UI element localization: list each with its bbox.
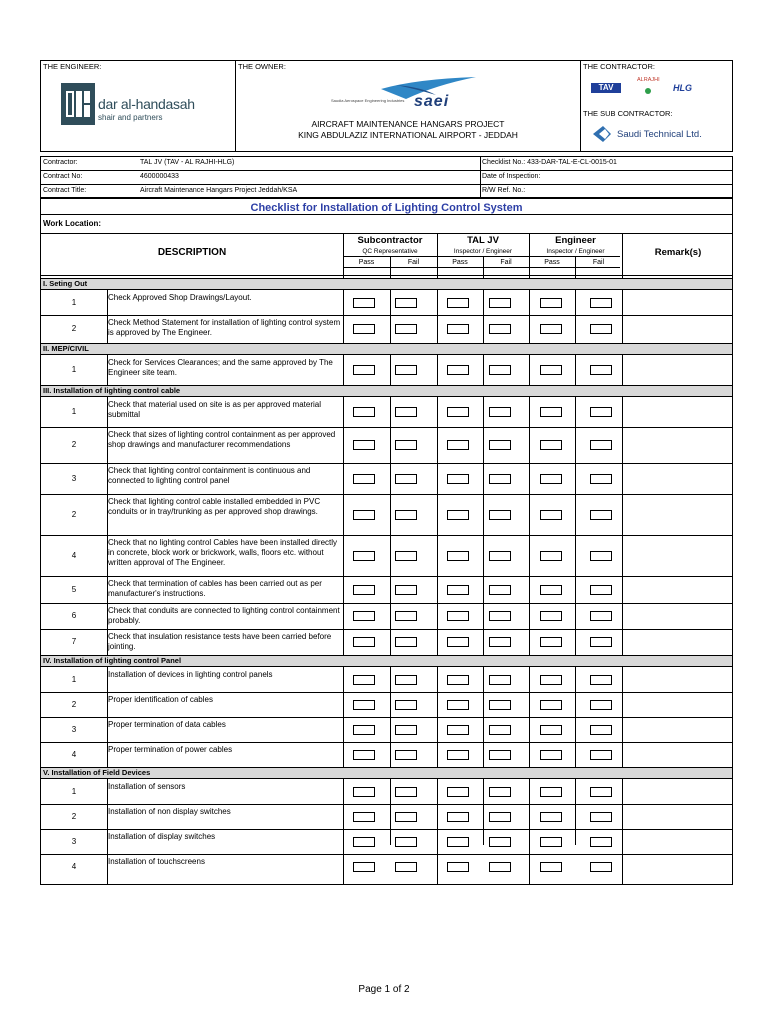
column-divider	[437, 234, 438, 884]
column-divider	[529, 234, 530, 884]
pass-checkbox[interactable]	[447, 551, 469, 561]
dar-logo-text: dar al-handasah	[98, 96, 195, 112]
col-subcontractor: Subcontractor	[357, 235, 423, 246]
pass-checkbox[interactable]	[353, 551, 375, 561]
section-header: III. Installation of lighting control cable	[41, 385, 732, 397]
fail-checkbox[interactable]	[489, 585, 511, 595]
pass-checkbox[interactable]	[540, 837, 562, 847]
pass-checkbox[interactable]	[447, 474, 469, 484]
contractor-field-value: TAL JV (TAV - AL RAJHI-HLG)	[140, 159, 235, 166]
saei-logo-text: saei	[414, 93, 450, 110]
fail-checkbox[interactable]	[395, 700, 417, 710]
row-divider	[41, 427, 732, 428]
contractor-field-label: Contractor:	[43, 159, 78, 166]
pass-checkbox[interactable]	[353, 585, 375, 595]
row-number: 2	[71, 509, 77, 519]
fail-checkbox[interactable]	[395, 365, 417, 375]
fail-checkbox[interactable]	[395, 787, 417, 797]
pass-checkbox[interactable]	[447, 365, 469, 375]
fail-checkbox[interactable]	[395, 510, 417, 520]
project-title-line1: AIRCRAFT MAINTENANCE HANGARS PROJECT	[311, 119, 505, 129]
row-number: 2	[71, 811, 77, 821]
row-description: Check Approved Shop Drawings/Layout.	[108, 293, 252, 302]
pass-checkbox[interactable]	[353, 440, 375, 450]
row-description: Proper termination of data cables	[108, 720, 226, 729]
pass-checkbox[interactable]	[540, 637, 562, 647]
info-row-contractor	[41, 157, 732, 171]
pass-checkbox[interactable]	[353, 812, 375, 822]
fail-checkbox[interactable]	[489, 837, 511, 847]
pass-checkbox[interactable]	[447, 750, 469, 760]
fail-checkbox[interactable]	[590, 585, 612, 595]
pass-checkbox[interactable]	[540, 298, 562, 308]
fail-checkbox[interactable]	[590, 324, 612, 334]
row-number: 4	[71, 861, 77, 871]
fail-checkbox[interactable]	[395, 585, 417, 595]
owner-cell	[236, 61, 581, 151]
pass-checkbox[interactable]	[447, 787, 469, 797]
row-divider	[41, 535, 732, 536]
checklist-table	[40, 233, 733, 885]
fail-checkbox[interactable]	[590, 407, 612, 417]
pass-checkbox[interactable]	[447, 812, 469, 822]
section-header: II. MEP/CIVIL	[41, 343, 732, 355]
saei-small-text: Saudia Aerospace Engineering Industries	[331, 98, 405, 103]
pass-checkbox[interactable]	[353, 837, 375, 847]
pass-checkbox[interactable]	[540, 474, 562, 484]
pass-checkbox[interactable]	[540, 611, 562, 621]
row-description: Check Method Statement for installation of lighting control system is approved by The Engineer.	[108, 318, 341, 337]
row-number: 1	[71, 674, 77, 684]
pass-checkbox[interactable]	[353, 675, 375, 685]
fail-checkbox[interactable]	[395, 750, 417, 760]
header-subdivider	[343, 267, 620, 268]
pass-checkbox[interactable]	[540, 700, 562, 710]
pass-checkbox[interactable]	[353, 365, 375, 375]
fail-checkbox[interactable]	[395, 440, 417, 450]
pass-checkbox[interactable]	[447, 324, 469, 334]
pass-checkbox[interactable]	[447, 298, 469, 308]
pass-checkbox[interactable]	[353, 324, 375, 334]
engineer-cell	[41, 61, 236, 151]
date-of-inspection: Date of Inspection:	[482, 173, 541, 180]
fail-checkbox[interactable]	[590, 551, 612, 561]
pass-checkbox[interactable]	[447, 700, 469, 710]
contract-title-value: Aircraft Maintenance Hangars Project Jeddah/KSA	[140, 187, 298, 194]
fail-checkbox[interactable]	[489, 324, 511, 334]
pass-checkbox[interactable]	[540, 750, 562, 760]
alrajhi-dot-icon	[645, 88, 651, 94]
rw-ref-number: R/W Ref. No.:	[482, 187, 526, 194]
fail-checkbox[interactable]	[395, 675, 417, 685]
col-engineer: Engineer	[555, 235, 596, 246]
contractor-label: THE CONTRACTOR:	[583, 62, 655, 71]
pass-checkbox[interactable]	[540, 787, 562, 797]
col-description: DESCRIPTION	[157, 247, 227, 258]
fail-checkbox[interactable]	[590, 725, 612, 735]
row-description: Installation of sensors	[108, 782, 186, 791]
pass-checkbox[interactable]	[447, 611, 469, 621]
fail-checkbox[interactable]	[489, 440, 511, 450]
row-number: 7	[71, 637, 77, 646]
fail-checkbox[interactable]	[395, 324, 417, 334]
fail-checkbox[interactable]	[590, 700, 612, 710]
header-block	[40, 60, 733, 152]
checklist-title: Checklist for Installation of Lighting Control System	[250, 202, 523, 214]
pass-checkbox[interactable]	[540, 365, 562, 375]
fail-checkbox[interactable]	[590, 474, 612, 484]
row-number: 1	[71, 786, 77, 796]
row-description: Installation of non display switches	[108, 807, 231, 816]
fail-checkbox[interactable]	[395, 812, 417, 822]
header-bottom-line	[41, 275, 732, 276]
row-description: Check for Services Clearances; and the same approved by The Engineer site team.	[108, 358, 333, 377]
pass-checkbox[interactable]	[353, 298, 375, 308]
fail-checkbox[interactable]	[590, 812, 612, 822]
pass-checkbox[interactable]	[353, 510, 375, 520]
fail-checkbox[interactable]	[395, 551, 417, 561]
fail-checkbox[interactable]	[395, 474, 417, 484]
saudi-technical-logo-icon	[591, 124, 613, 144]
row-description: Proper identification of cables	[108, 695, 213, 704]
fail-checkbox[interactable]	[395, 725, 417, 735]
row-number: 5	[71, 584, 77, 594]
pass-checkbox[interactable]	[353, 407, 375, 417]
row-divider	[41, 742, 732, 743]
pass-checkbox[interactable]	[540, 675, 562, 685]
fail-checkbox[interactable]	[489, 812, 511, 822]
col-tal-jv: TAL JV	[467, 235, 499, 246]
row-divider	[41, 692, 732, 693]
pass-checkbox[interactable]	[447, 585, 469, 595]
contract-no-value: 4600000433	[140, 173, 179, 180]
pass-checkbox[interactable]	[540, 725, 562, 735]
tav-logo: TAV	[591, 83, 621, 93]
fail-checkbox[interactable]	[395, 407, 417, 417]
dar-logo-icon	[61, 83, 95, 125]
row-description: Check that lighting control cable installed embedded in PVC conduits or in tray/trunking as per approved shop drawings.	[108, 497, 321, 516]
pass-checkbox[interactable]	[447, 407, 469, 417]
fail-checkbox[interactable]	[395, 298, 417, 308]
fail-checkbox[interactable]	[590, 510, 612, 520]
fail-checkbox[interactable]	[590, 837, 612, 847]
row-number: 3	[71, 724, 77, 734]
fail-checkbox[interactable]	[489, 365, 511, 375]
pass-checkbox[interactable]	[353, 611, 375, 621]
pass-checkbox[interactable]	[353, 700, 375, 710]
row-description: Check that conduits are connected to lighting control containment probably.	[108, 606, 340, 625]
fail-checkbox[interactable]	[590, 787, 612, 797]
pass-checkbox[interactable]	[353, 862, 375, 872]
owner-label: THE OWNER:	[238, 62, 286, 71]
fail-label: Fail	[407, 259, 420, 266]
fail-checkbox[interactable]	[395, 862, 417, 872]
row-divider	[41, 804, 732, 805]
row-description: Check that no lighting control Cables have been installed directly in concrete, block work or brickwork, walls, floors etc. without written approval of The Engineer.	[108, 538, 338, 567]
row-divider	[41, 854, 732, 855]
row-number: 3	[71, 836, 77, 846]
fail-checkbox[interactable]	[590, 675, 612, 685]
row-divider	[41, 603, 732, 604]
fail-checkbox[interactable]	[590, 611, 612, 621]
contract-no-label: Contract No:	[43, 173, 83, 180]
pass-checkbox[interactable]	[540, 440, 562, 450]
pass-checkbox[interactable]	[353, 750, 375, 760]
row-divider	[41, 315, 732, 316]
pass-checkbox[interactable]	[540, 585, 562, 595]
row-divider	[41, 829, 732, 830]
row-description: Check that material used on site is as per approved material submittal	[108, 400, 321, 419]
contractor-cell	[581, 61, 734, 151]
fail-checkbox[interactable]	[489, 750, 511, 760]
engineer-label: THE ENGINEER:	[43, 62, 102, 71]
dar-logo-sub: shair and partners	[98, 113, 163, 122]
row-description: Check that lighting control containment is continuous and connected to lighting control panel	[108, 466, 311, 485]
work-location: Work Location:	[40, 215, 733, 233]
fail-checkbox[interactable]	[489, 700, 511, 710]
pass-checkbox[interactable]	[540, 862, 562, 872]
page-number: Page 1 of 2	[358, 984, 410, 995]
row-divider	[41, 629, 732, 630]
fail-checkbox[interactable]	[489, 787, 511, 797]
info-block	[40, 156, 733, 199]
pass-checkbox[interactable]	[353, 787, 375, 797]
pass-checkbox[interactable]	[447, 675, 469, 685]
row-description: Check that sizes of lighting control containment as per approved shop drawings and manufacturer recommendations	[108, 430, 336, 449]
pass-checkbox[interactable]	[540, 510, 562, 520]
col-remarks: Remark(s)	[654, 247, 702, 258]
pass-checkbox[interactable]	[540, 407, 562, 417]
row-description: Proper termination of power cables	[108, 745, 233, 754]
col-tal-jv-sub: Inspector / Engineer	[453, 248, 513, 255]
fail-checkbox[interactable]	[489, 862, 511, 872]
row-number: 1	[71, 297, 77, 307]
fail-label: Fail	[592, 259, 605, 266]
row-description: Installation of touchscreens	[108, 857, 205, 866]
fail-checkbox[interactable]	[489, 510, 511, 520]
section-header: I. Seting Out	[41, 278, 732, 290]
fail-checkbox[interactable]	[489, 675, 511, 685]
fail-checkbox[interactable]	[590, 637, 612, 647]
pass-checkbox[interactable]	[540, 812, 562, 822]
fail-checkbox[interactable]	[590, 750, 612, 760]
info-row-contract-no	[41, 171, 732, 185]
pass-checkbox[interactable]	[447, 725, 469, 735]
pass-checkbox[interactable]	[353, 637, 375, 647]
row-number: 4	[71, 550, 77, 560]
fail-checkbox[interactable]	[489, 551, 511, 561]
fail-checkbox[interactable]	[590, 862, 612, 872]
fail-checkbox[interactable]	[489, 474, 511, 484]
fail-checkbox[interactable]	[489, 298, 511, 308]
pass-label: Pass	[544, 259, 560, 266]
pass-label: Pass	[452, 259, 468, 266]
fail-checkbox[interactable]	[395, 637, 417, 647]
project-title-line2: KING ABDULAZIZ INTERNATIONAL AIRPORT - JEDDAH	[298, 130, 518, 140]
row-number: 2	[71, 699, 77, 709]
saudi-technical-name: Saudi Technical Ltd.	[617, 129, 702, 140]
fail-label: Fail	[500, 259, 512, 266]
pass-checkbox[interactable]	[540, 324, 562, 334]
pass-checkbox[interactable]	[447, 440, 469, 450]
row-divider	[41, 494, 732, 495]
row-divider	[41, 463, 732, 464]
pass-checkbox[interactable]	[353, 474, 375, 484]
row-divider	[41, 576, 732, 577]
row-description: Installation of display switches	[108, 832, 216, 841]
pass-checkbox[interactable]	[540, 551, 562, 561]
row-number: 6	[71, 611, 77, 620]
section-header: V. Installation of Field Devices	[41, 767, 732, 779]
pass-checkbox[interactable]	[447, 637, 469, 647]
pass-checkbox[interactable]	[353, 725, 375, 735]
contract-title-label: Contract Title:	[43, 187, 87, 194]
fail-checkbox[interactable]	[489, 611, 511, 621]
pass-checkbox[interactable]	[447, 862, 469, 872]
row-number: 1	[71, 365, 77, 374]
row-number: 2	[71, 440, 77, 449]
col-subcontractor-sub: QC Representative	[362, 248, 418, 255]
fail-checkbox[interactable]	[590, 440, 612, 450]
fail-checkbox[interactable]	[590, 365, 612, 375]
row-number: 2	[71, 324, 77, 333]
checklist-number: Checklist No.: 433-DAR-TAL-E-CL-0015-01	[482, 159, 617, 166]
checklist-title-bar	[40, 197, 733, 215]
row-description: Installation of devices in lighting control panels	[108, 670, 273, 679]
header-subdivider	[343, 256, 620, 257]
sub-contractor-label: THE SUB CONTRACTOR:	[583, 109, 673, 118]
row-description: Check that termination of cables has been carried out as per manufacturer's instructions.	[108, 579, 322, 598]
row-number: 3	[71, 473, 77, 483]
row-divider	[41, 717, 732, 718]
row-number: 1	[71, 407, 77, 416]
fail-checkbox[interactable]	[489, 725, 511, 735]
pass-checkbox[interactable]	[447, 837, 469, 847]
fail-checkbox[interactable]	[590, 298, 612, 308]
fail-checkbox[interactable]	[395, 837, 417, 847]
row-number: 4	[71, 749, 77, 759]
col-engineer-sub: Inspector / Engineer	[546, 248, 605, 255]
fail-checkbox[interactable]	[489, 407, 511, 417]
hlg-logo: HLG	[673, 83, 692, 93]
column-divider	[343, 234, 344, 884]
pass-checkbox[interactable]	[447, 510, 469, 520]
pass-label: Pass	[358, 259, 375, 266]
column-divider	[622, 234, 623, 884]
section-header: IV. Installation of lighting control Panel	[41, 655, 732, 667]
fail-checkbox[interactable]	[395, 611, 417, 621]
row-description: Check that insulation resistance tests have been carried before jointing.	[108, 632, 332, 651]
fail-checkbox[interactable]	[489, 637, 511, 647]
alrajhi-logo: ALRAJHI	[637, 77, 660, 83]
